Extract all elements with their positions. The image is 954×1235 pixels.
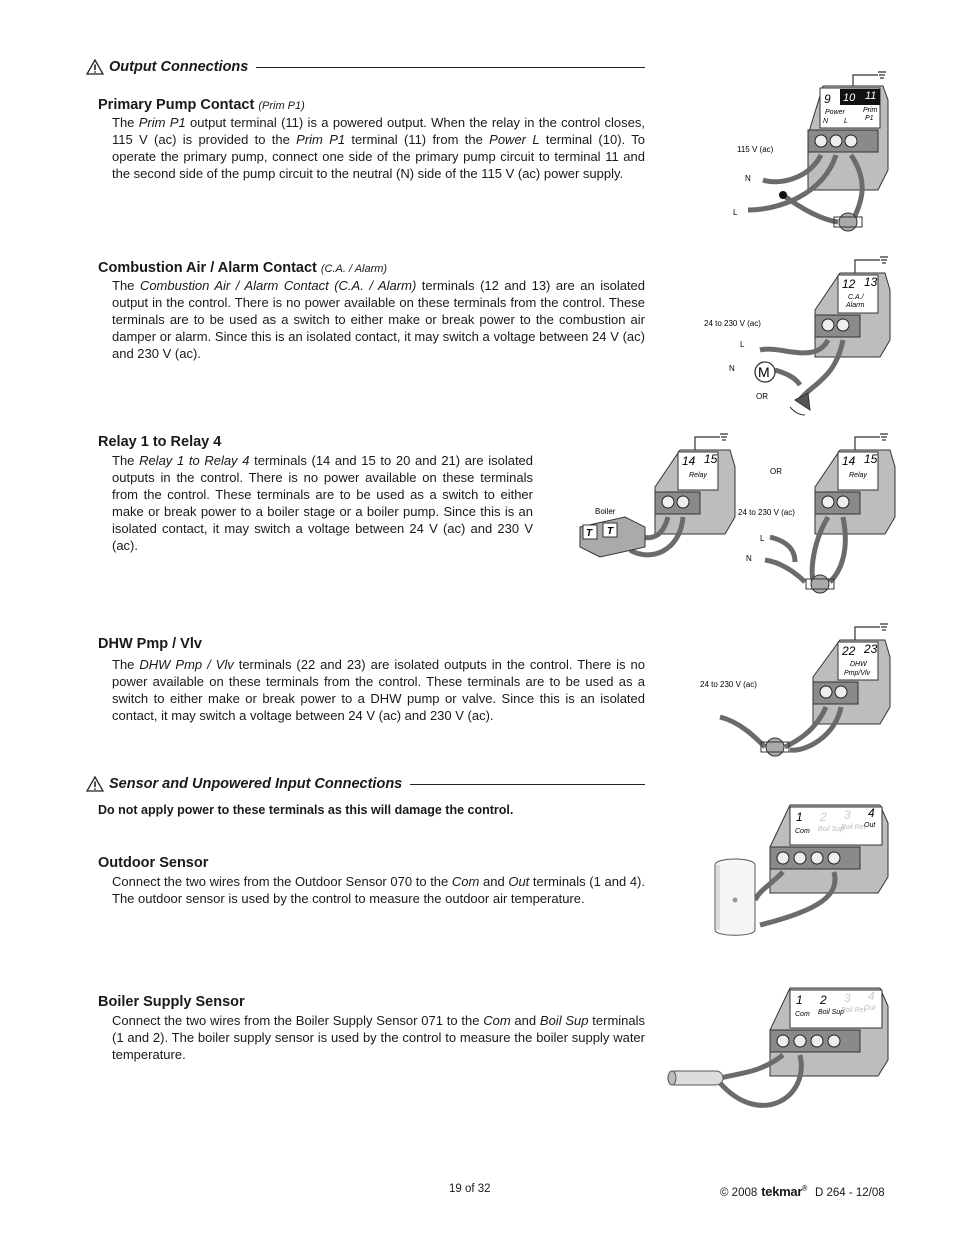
diagram-label: Boil Sup — [818, 826, 845, 833]
dhw-text — [112, 656, 645, 724]
text-run: and — [510, 1013, 540, 1028]
copyright-year: © 2008 — [720, 1187, 758, 1199]
wire-label: L — [733, 208, 738, 217]
wire-label: N — [729, 364, 735, 373]
diagram-label: Boil Ret — [841, 824, 866, 831]
diagram-label: Relay — [849, 472, 867, 479]
diagram-label: Boil Sup — [818, 1009, 845, 1016]
diagram-label: Pmp/Vlv — [844, 670, 871, 677]
diagram-label: N — [823, 118, 829, 125]
subsection-tag: (C.A. / Alarm) — [320, 263, 388, 275]
section-title: Output Connections — [109, 59, 249, 75]
boiler-supply-sensor-title: Boiler Supply Sensor — [98, 994, 245, 1010]
subsection-tag: (Prim P1) — [258, 100, 305, 112]
terminal-label: 1 — [796, 993, 803, 1007]
terminal-label: 3 — [844, 808, 851, 822]
or-label: OR — [756, 392, 768, 401]
page-number: 19 of 32 — [449, 1183, 491, 1195]
diagram-label: Prim — [863, 107, 878, 114]
diagram-label: Out — [864, 1005, 876, 1012]
motor-label: M — [758, 364, 770, 380]
text-run: Connect the two wires from the Boiler Supply Sensor 071 to the — [112, 1013, 484, 1028]
tt-label: T — [586, 528, 593, 539]
wire-label: N — [745, 174, 751, 183]
text-run: terminals (14 and 15 to 20 and 21) are isolated outputs in the control. There is no power available on these terminals from the control. These terminals are to be used as a switch to either make or break power to a boiler stage or a boiler pump. Since this is an isolated contact, it may switch a voltage between 24 V (ac) and 230 V (ac). — [112, 453, 534, 553]
brand-logo — [761, 1184, 807, 1199]
text-run: The — [112, 657, 140, 672]
diagram-label: C.A./ — [848, 294, 864, 301]
wire-label: N — [746, 554, 752, 563]
warning-icon — [86, 59, 104, 75]
terminal-label: 10 — [843, 92, 856, 104]
text-run: The — [112, 278, 140, 293]
combustion-air-title — [98, 260, 387, 276]
boiler-label: Boiler — [595, 507, 616, 516]
terminal-label: 14 — [682, 454, 696, 468]
output-connections-heading — [86, 59, 645, 75]
text-run: Connect the two wires from the Outdoor Sensor 070 to the — [112, 874, 452, 889]
boiler-supply-sensor-wiring-diagram — [660, 978, 895, 1128]
diagram-label: Alarm — [846, 302, 865, 309]
section-rule — [256, 67, 645, 68]
outdoor-sensor-title: Outdoor Sensor — [98, 855, 209, 871]
sensor-connections-heading — [86, 776, 645, 792]
sensor-warning-note: Do not apply power to these terminals as this will damage the control. — [98, 803, 514, 817]
relay-text — [112, 452, 533, 554]
terminal-label: 13 — [864, 275, 878, 289]
terminal-label: 4 — [868, 989, 875, 1003]
wire-label: L — [740, 340, 745, 349]
italic-term: Power L — [489, 132, 540, 147]
text-run: The — [112, 453, 140, 468]
italic-term: Out — [508, 874, 530, 889]
terminal-label: 11 — [865, 90, 877, 102]
voltage-label: 24 to 230 V (ac) — [700, 680, 757, 689]
text-run: terminals (1 and 4). The outdoor sensor is used by the control to measure the outdoor air temperature. — [112, 874, 645, 906]
diagram-label: P1 — [865, 115, 874, 122]
italic-term: DHW Pmp / Vlv — [139, 657, 234, 672]
terminal-label: 3 — [844, 991, 851, 1005]
voltage-label: 115 V (ac) — [737, 145, 774, 154]
combustion-air-text — [112, 277, 645, 362]
terminal-label: 22 — [842, 644, 856, 658]
diagram-label: DHW — [850, 661, 867, 668]
voltage-label: 24 to 230 V (ac) — [704, 319, 761, 328]
tt-label: T — [607, 526, 614, 537]
text-run: terminals (1 and 2). The boiler supply sensor is used by the control to measure the boiler supply water temperature. — [112, 1013, 646, 1062]
text-run: The — [112, 115, 139, 130]
voltage-label: 24 to 230 V (ac) — [738, 508, 795, 517]
footer-copyright — [720, 1184, 885, 1199]
diagram-label: L — [844, 118, 848, 125]
registered-mark: ® — [802, 1185, 807, 1193]
primary-pump-text — [112, 114, 645, 182]
text-run: and — [479, 874, 509, 889]
section-rule — [410, 784, 645, 785]
subsection-title: Combustion Air / Alarm Contact — [98, 260, 317, 276]
terminal-label: 4 — [868, 806, 875, 820]
text-run: terminal (10). To operate the primary pump, connect one side of the primary pump circuit to terminal 11 and the second side of the pump circuit to the neutral (N) side of the 115 V (ac) power supply. — [112, 132, 645, 181]
document-number: D 264 - 12/08 — [814, 1187, 885, 1199]
diagram-label: Boil Ret — [841, 1007, 866, 1014]
italic-term: Com — [483, 1013, 511, 1028]
italic-term: Boil Sup — [539, 1013, 589, 1028]
diagram-label: Com — [795, 828, 810, 835]
outdoor-sensor-text — [112, 873, 645, 907]
relay-title: Relay 1 to Relay 4 — [98, 434, 222, 450]
italic-term: Prim P1 — [296, 132, 346, 147]
diagram-label: Power — [825, 109, 845, 116]
text-run: terminals (12 and 13) are an isolated output in the control. There is no power available on these terminals from the control. These terminals are to be used as a switch to either make or break power to the combustion air damper or alarm. Since this is an isolated contact, it may switch a voltage between 24 V (ac) and 230 V (ac). — [112, 278, 646, 361]
brand-name: tekmar — [761, 1184, 803, 1199]
terminal-label: 2 — [820, 993, 827, 1007]
warning-icon — [86, 776, 104, 792]
italic-term: Combustion Air / Alarm Contact (C.A. / Alarm) — [139, 278, 417, 293]
outdoor-sensor-wiring-diagram — [710, 795, 895, 940]
italic-term: Relay 1 to Relay 4 — [139, 453, 250, 468]
subsection-title: Primary Pump Contact — [98, 97, 255, 113]
text-run: output terminal (11) is a powered output. When the relay in the control closes, 115 V (ac) is provided to the — [112, 115, 645, 147]
text-run: terminal (11) from the — [345, 132, 490, 147]
dhw-title: DHW Pmp / Vlv — [98, 636, 202, 652]
terminal-label: 12 — [842, 277, 856, 291]
terminal-label: 9 — [824, 92, 831, 106]
section-title: Sensor and Unpowered Input Connections — [109, 776, 403, 792]
or-label: OR — [770, 467, 782, 476]
diagram-label: Out — [864, 822, 876, 829]
terminal-label: 1 — [796, 810, 803, 824]
primary-pump-wiring-diagram — [728, 70, 903, 240]
primary-pump-title — [98, 97, 305, 113]
terminal-label: 2 — [820, 810, 827, 824]
diagram-label: Com — [795, 1011, 810, 1018]
diagram-label: Relay — [689, 472, 707, 479]
terminal-label: 23 — [864, 642, 878, 656]
wire-label: L — [760, 534, 765, 543]
boiler-supply-sensor-text — [112, 1012, 645, 1063]
terminal-label: 15 — [704, 452, 718, 466]
relay-wiring-diagram — [570, 432, 900, 604]
terminal-label: 15 — [864, 452, 878, 466]
text-run: terminals (22 and 23) are isolated outputs in the control. There is no power available on these terminals from the control. These terminals are to be used as a switch to either make or break power to a DHW pump or valve. Since this is an isolated contact, it may switch a voltage between 24 V (ac) and 230 V (ac). — [112, 657, 645, 723]
dhw-wiring-diagram — [695, 622, 900, 762]
italic-term: Com — [451, 874, 480, 889]
terminal-label: 14 — [842, 454, 856, 468]
italic-term: Prim P1 — [138, 115, 186, 130]
combustion-air-wiring-diagram — [700, 255, 900, 430]
